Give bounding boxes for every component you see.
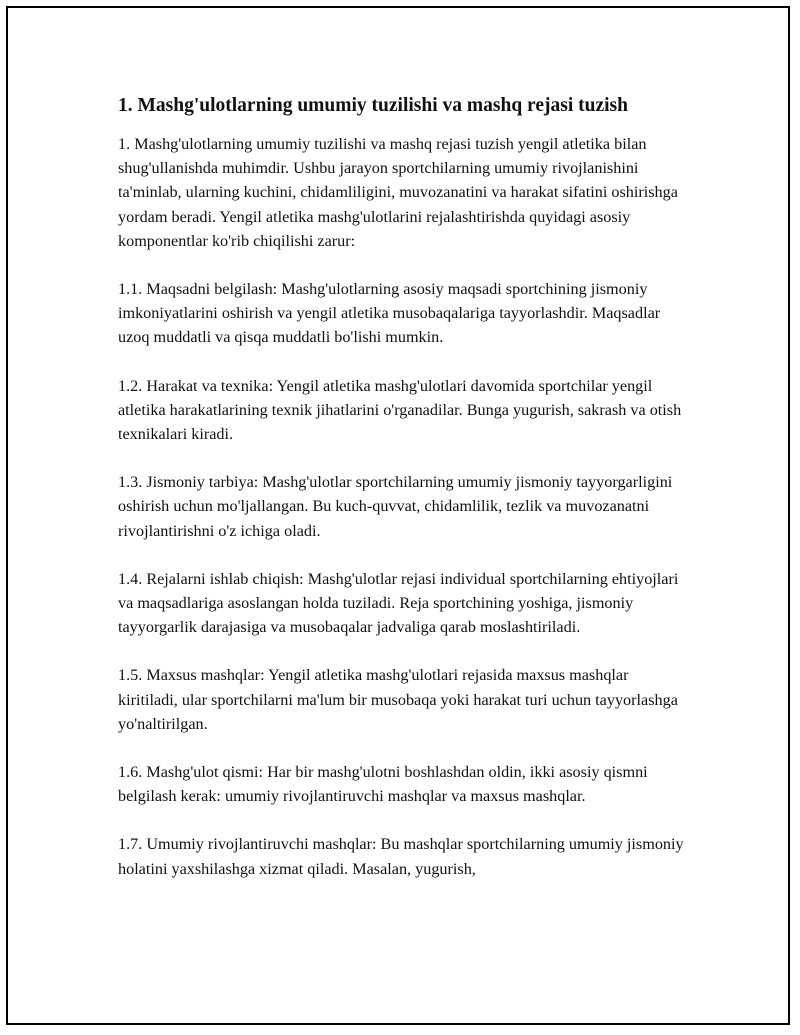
paragraph-1-1: 1.1. Maqsadni belgilash: Mashg'ulotlarning asosiy maqsadi sportchining jismoniy imkoniyatlarini oshirish va yengil atletika musobaqalariga tayyorlashdir. Maqsadlar uzoq muddatli va qisqa muddatli bo'lishi mumkin. <box>118 280 661 347</box>
paragraph-1-5: 1.5. Maxsus mashqlar: Yengil atletika mashg'ulotlari rejasida maxsus mashqlar kiritiladi, ular sportchilarni ma'lum bir musobaqa yoki harakat turi uchun tayyorlashga yo'naltirilgan. <box>118 666 678 733</box>
paragraph-1-2: 1.2. Harakat va texnika: Yengil atletika mashg'ulotlari davomida sportchilar yengil atletika harakatlarining texnik jihatlarini o'rganadilar. Bunga yugurish, sakrash va otish texnikalari kiradi. <box>118 376 682 444</box>
document-body <box>118 93 688 905</box>
document-title: 1. Mashg'ulotlarning umumiy tuzilishi va mashq rejasi tuzish <box>118 95 628 116</box>
paragraph-1-4: 1.4. Rejalarni ishlab chiqish: Mashg'ulotlar rejasi individual sportchilarning ehtiyojlari va maqsadlariga asoslangan holda tuziladi. Reja sportchining yoshiga, jismoniy tayyorgarlik darajasiga va musobaqalar jadvaliga qarab moslashtiriladi. <box>118 569 679 637</box>
paragraph-1-7: 1.7. Umumiy rivojlantiruvchi mashqlar: Bu mashqlar sportchilarning umumiy jismoniy holatini yaxshilashga xizmat qiladi. Masalan, yugurish, <box>118 835 684 878</box>
paragraph-1-6: 1.6. Mashg'ulot qismi: Har bir mashg'ulotni boshlashdan oldin, ikki asosiy qismni belgilash kerak: umumiy rivojlantiruvchi mashqlar va maxsus mashqlar. <box>118 763 648 806</box>
paragraph-intro: 1. Mashg'ulotlarning umumiy tuzilishi va mashq rejasi tuzish yengil atletika bilan shug'ullanishda muhimdir. Ushbu jarayon sportchilarning umumiy rivojlanishini ta'minlab, ularning kuchini, chidamliligini, muvozanatini va harakat sifatini oshirishga yordam beradi. Yengil atletika mashg'ulotlarini rejalashtirishda quyidagi asosiy komponentlar ko'rib chiqilishi zarur: <box>118 135 678 250</box>
paragraph-1-3: 1.3. Jismoniy tarbiya: Mashg'ulotlar sportchilarning umumiy jismoniy tayyorgarligini oshirish uchun mo'ljallangan. Bu kuch-quvvat, chidamlilik, tezlik va muvozanatni rivojlantirishni o'z ichiga oladi. <box>118 473 673 540</box>
